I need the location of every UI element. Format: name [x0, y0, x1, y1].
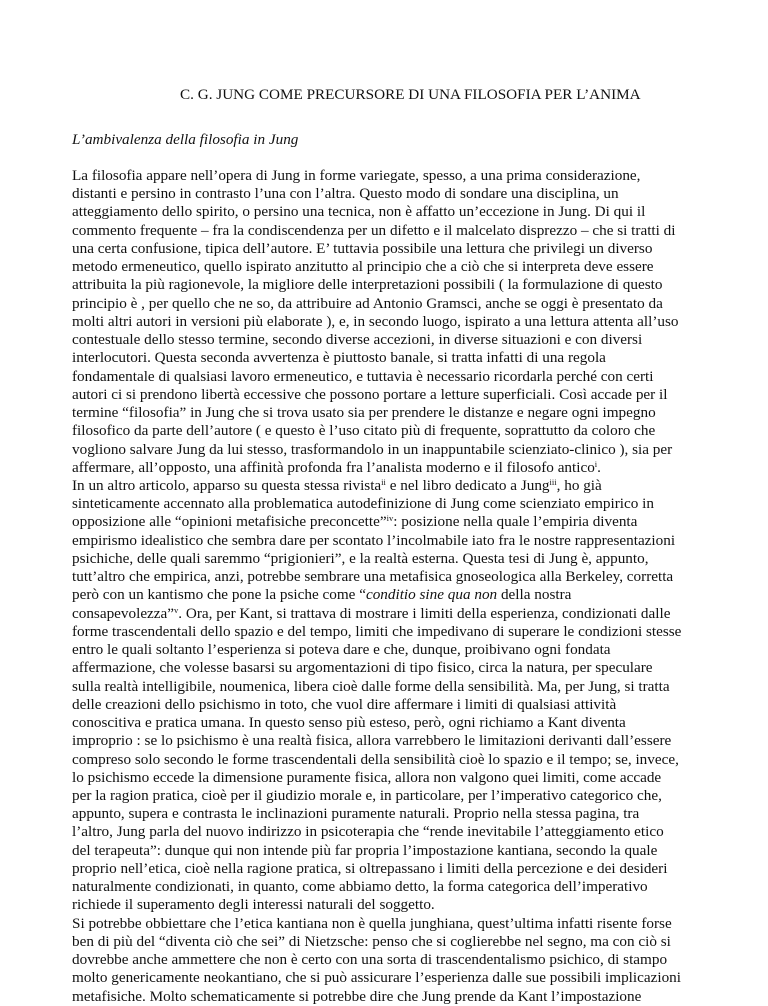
text-line: [72, 878, 712, 896]
text-run: ben di più del “diventa ciò che sei” di Nietzsche: penso che si coglierebbe nel segno, ma con ciò si: [72, 932, 671, 950]
text-line: [72, 167, 712, 185]
text-run: tutt’altro che empirica, anzi, potrebbe sembrare una metafisica gnoseologica alla Berkeley, corretta: [72, 568, 674, 586]
text-line: [72, 751, 712, 769]
text-run: consapevolezza”: [72, 604, 175, 622]
text-run: metafisiche. Molto schematicamente si potrebbe dire che Jung prende da Kant l’impostazione: [72, 987, 642, 1005]
text-run: l’altro, Jung parla del nuovo indirizzo in psicoterapia che “rende inevitabile l’atteggiamento etico: [72, 823, 664, 841]
text-line: [72, 386, 712, 404]
text-line: [72, 787, 712, 805]
footnote-marker: iii: [549, 476, 557, 487]
text-run: .: [597, 458, 601, 476]
text-line: [72, 860, 712, 878]
text-run: principio è , per quello che ne so, da attribuire ad Antonio Gramsci, anche se oggi è presentato da: [72, 294, 663, 312]
text-line: [72, 368, 712, 386]
text-line: [72, 641, 712, 659]
text-line: [72, 240, 712, 258]
text-line: [72, 313, 712, 331]
text-run: entro le quali soltanto l’esperienza si poteva dare e che, dunque, proibivano ogni fondata: [72, 641, 611, 659]
text-run: empirismo idealistico che sembra dare per scontato l’incolmabile iato fra le nostre rappresentazioni: [72, 531, 676, 549]
text-line: [72, 605, 712, 623]
text-line: [72, 696, 712, 714]
text-line: [72, 495, 712, 513]
text-line: [72, 276, 712, 294]
text-line: [72, 331, 712, 349]
text-run: una certa confusione, tipica dell’autore. E’ tuttavia possibile una lettura che privilegi un diverso: [72, 239, 653, 257]
text-run: naturalmente condizionati, in quanto, come abbiamo detto, la forma categorica dell’imperativo: [72, 878, 648, 896]
text-run: : posizione nella quale l’empiria diventa: [393, 513, 638, 531]
text-run: distanti e persino in contrasto l’una con l’altra. Questo modo di sondare una disciplina, un: [72, 185, 619, 203]
text-run: affermare, all’opposto, una affinità profonda fra l’analista moderno e il filosofo antico: [72, 458, 595, 476]
text-run: molti altri autori in versioni più elaborate ), e, in secondo luogo, ispirato a una lettura attenta all’uso: [72, 312, 679, 330]
text-line: [72, 441, 712, 459]
text-line: [72, 586, 712, 604]
text-run: . Ora, per Kant, si trattava di mostrare i limiti della esperienza, condizionati dalle: [178, 604, 671, 622]
text-line: [72, 623, 712, 641]
text-run: termine “filosofia” in Jung che si trova usato sia per prendere le distanze e negare ogni impegno: [72, 404, 656, 422]
text-line: [72, 659, 712, 677]
text-run: sulla realtà intelligibile, noumenica, libera cioè dalle forme della sensibilità. Ma, per Jung, si tratta: [72, 677, 670, 695]
text-line: [72, 842, 712, 860]
text-run: metodo ermeneutico, quello ispirato anzitutto al principio che a ciò che si interpreta deve essere: [72, 258, 654, 276]
text-line: [72, 258, 712, 276]
text-line: [72, 295, 712, 313]
text-run: commento frequente – fra la condiscendenza per un difetto e il malcelato disprezzo – che si tratti di: [72, 221, 676, 239]
text-run: dovrebbe anche ammettere che non è certo con una sorta di trascendentalismo psichico, di stampo: [72, 951, 668, 969]
text-run: improprio : se lo psichismo è una realtà fisica, allora varrebbero le limitazioni derivanti dall’essere: [72, 732, 672, 750]
text-run: attribuita la più ragionevole, la migliore delle interpretazioni possibili ( la formulazione di questo: [72, 276, 663, 294]
text-line: [72, 805, 712, 823]
text-run: della nostra: [497, 586, 572, 604]
text-run: fondamentale di qualsiasi lavoro ermeneutico, e tuttavia è necessario ricordarla perché con certi: [72, 367, 654, 385]
text-run: atteggiamento dello spirito, o persino una tecnica, non è affatto un’eccezione in Jung. Di qui il: [72, 203, 646, 221]
footnote-marker: i: [594, 458, 598, 469]
text-line: [72, 969, 712, 987]
text-run: delle creazioni dello psichismo in toto, che vuol dire affermare i limiti di qualsiasi attività: [72, 695, 617, 713]
document-title: C. G. JUNG COME PRECURSORE DI UNA FILOSOFIA PER L’ANIMA: [180, 86, 641, 103]
text-line: [72, 459, 712, 477]
text-run: forme trascendentali dello spazio e del tempo, limiti che impedivano di superare le condizioni stesse: [72, 622, 682, 640]
text-run: sinteticamente accennato alla problematica autodefinizione di Jung come scienziato empirico in: [72, 495, 654, 513]
text-line: [72, 550, 712, 568]
text-run: opposizione alle “opinioni metafisiche preconcette”: [72, 513, 387, 531]
text-run: proprio nell’etica, cioè nella ragione pratica, si oltrepassano i limiti della percezione e dei desideri: [72, 859, 668, 877]
text-run: però con un kantismo che pone la psiche come “: [72, 586, 366, 604]
text-run: molto genericamente neokantiano, che si può assicurare l’esperienza dalle sue possibili implicazioni: [72, 969, 681, 987]
text-line: [72, 349, 712, 367]
text-run: contestuale dello stesso termine, secondo diverse accezioni, in diverse situazioni e con diversi: [72, 331, 643, 349]
text-run: per la ragion pratica, cioè per il giudizio morale e, in particolare, per l’imperativo categorico che,: [72, 786, 662, 804]
text-run: interlocutori. Questa seconda avvertenza è piuttosto banale, si tratta infatti di una regola: [72, 349, 606, 367]
text-line: [72, 823, 712, 841]
text-line: [72, 769, 712, 787]
text-line: [72, 532, 712, 550]
text-line: [72, 185, 712, 203]
text-line: [72, 896, 712, 914]
text-run: filosofico da parte dell’autore ( e questo è l’uso citato più di frequente, soprattutto da coloro che: [72, 422, 656, 440]
footnote-marker: v: [174, 604, 179, 615]
text-line: [72, 568, 712, 586]
text-run: psichiche, delle quali saremmo “prigionieri”, e la realtà esterna. Questa tesi di Jung è, appunto,: [72, 549, 649, 567]
text-line: [72, 933, 712, 951]
text-run: Si potrebbe obbiettare che l’etica kantiana non è quella junghiana, quest’ultima infatti risente forse: [72, 914, 672, 932]
section-heading: L’ambivalenza della filosofia in Jung: [72, 131, 299, 148]
text-run: La filosofia appare nell’opera di Jung in forme variegate, spesso, a una prima considerazione,: [72, 167, 641, 184]
text-run: vogliono salvare Jung da lui stesso, trasformandolo in un inappuntabile scienziato-clinico ), sia per: [72, 440, 673, 458]
footnote-marker: iv: [386, 513, 394, 524]
text-run: In un altro articolo, apparso su questa stessa rivista: [72, 476, 382, 494]
text-line: [72, 988, 712, 1006]
italic-text: conditio sine qua non: [365, 586, 498, 604]
text-run: affermazione, che volesse basarsi su argomentazioni di tipo fisico, circa la natura, per speculare: [72, 659, 653, 677]
footnote-marker: ii: [381, 476, 386, 487]
text-line: [72, 222, 712, 240]
text-run: autori ci si prendono libertà eccessive che possono portare a letture superficiali. Così accade per il: [72, 385, 668, 403]
text-run: e nel libro dedicato a Jung: [385, 476, 550, 494]
text-line: [72, 915, 712, 933]
text-run: lo psichismo eccede la dimensione puramente fisica, allora non valgono quei limiti, come accade: [72, 768, 662, 786]
text-line: [72, 951, 712, 969]
text-line: [72, 203, 712, 221]
text-line: [72, 678, 712, 696]
text-line: [72, 404, 712, 422]
text-line: [72, 732, 712, 750]
text-line: [72, 513, 712, 531]
text-run: conoscitiva e pratica umana. In questo senso più esteso, però, ogni richiamo a Kant diventa: [72, 714, 626, 732]
text-run: compreso solo secondo le forme trascendentali della sensibilità cioè lo spazio e il tempo; se, invece,: [72, 750, 679, 768]
text-line: [72, 714, 712, 732]
text-run: , ho già: [556, 476, 602, 494]
text-line: [72, 477, 712, 495]
text-run: appunto, supera e contrasta le inclinazioni puramente naturali. Proprio nella stessa pagina, tra: [72, 805, 640, 823]
text-line: [72, 422, 712, 440]
body-text: [72, 167, 712, 1006]
text-run: del terapeuta”: dunque qui non intende più far propria l’impostazione kantiana, secondo la quale: [72, 841, 658, 859]
text-run: richiede il superamento degli interessi naturali del soggetto.: [72, 896, 435, 914]
